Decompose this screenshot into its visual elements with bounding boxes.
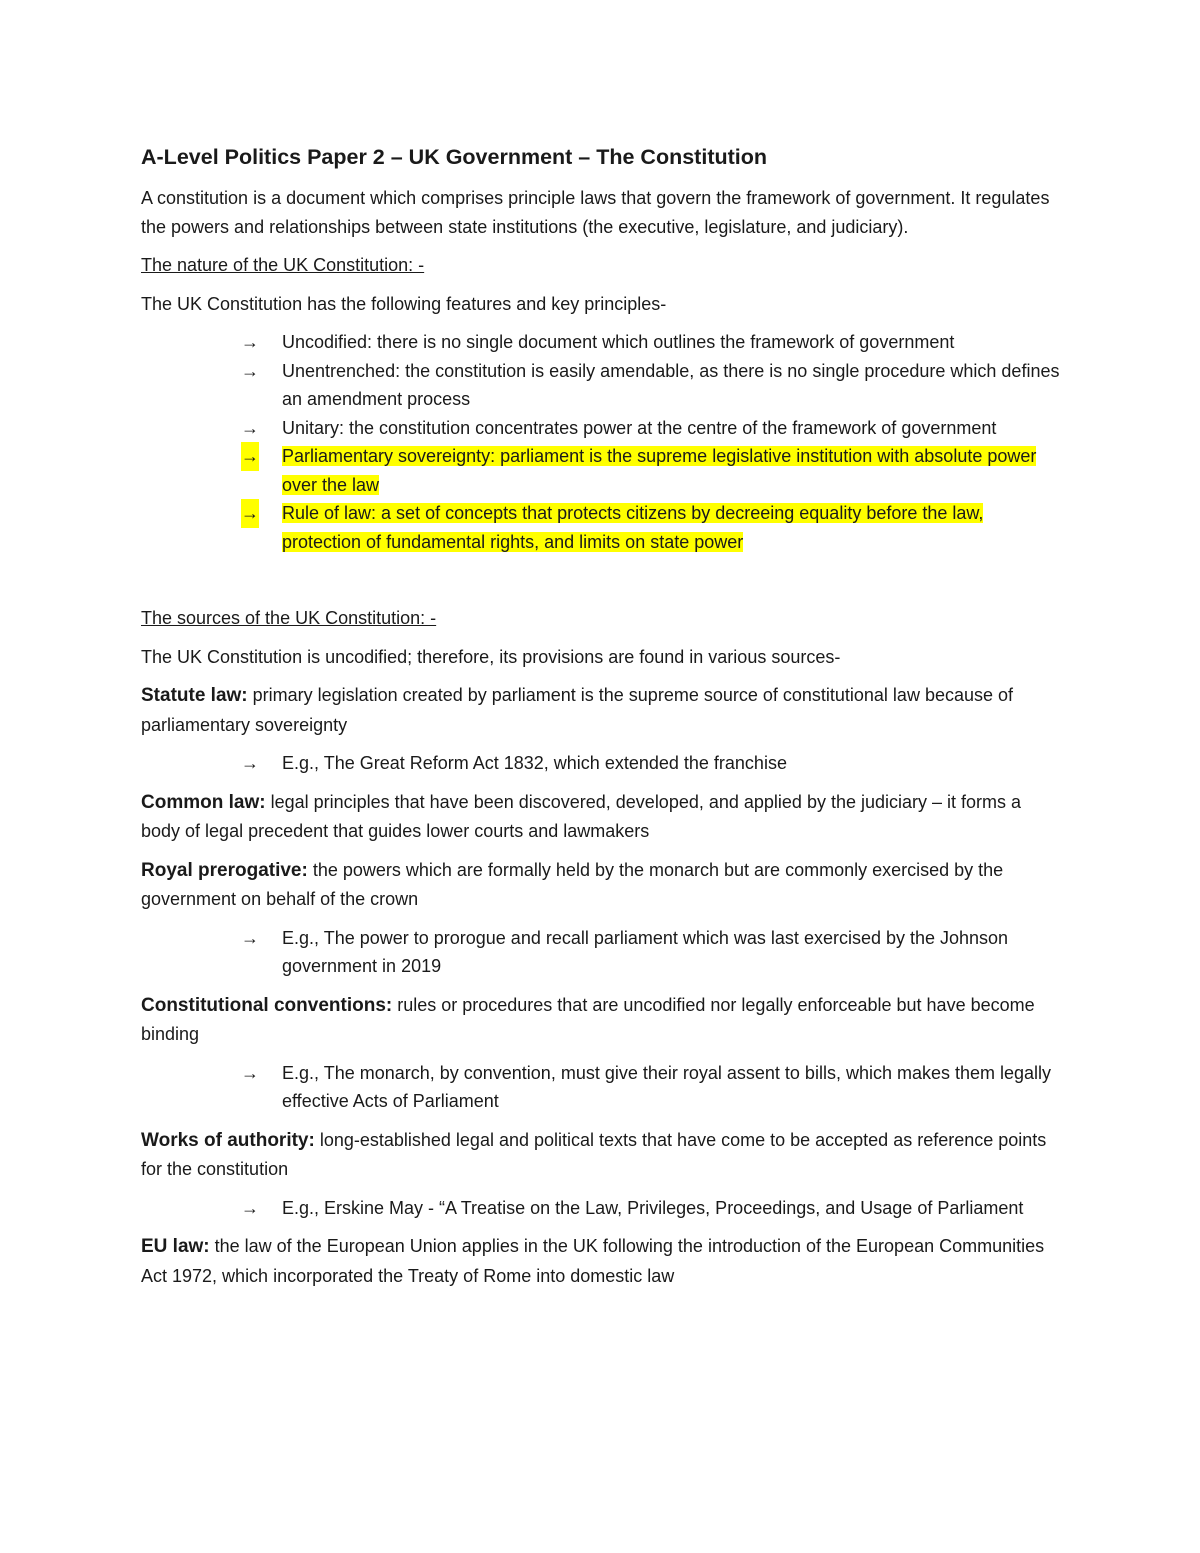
example-item (241, 749, 1061, 778)
source-entry (141, 1232, 1061, 1290)
source-entry (141, 788, 1061, 846)
nature-feature-list (141, 328, 1061, 556)
feature-text: Parliamentary sovereignty: parliament is the supreme legislative institution with absolute power over the law (282, 446, 1037, 495)
source-description: legal principles that have been discovered, developed, and applied by the judiciary – it forms a body of legal precedent that guides lower courts and lawmakers (141, 791, 1022, 841)
source-description: rules or procedures that are uncodified nor legally enforceable but have become binding (141, 994, 1035, 1044)
source-entry (141, 991, 1061, 1049)
source-description: primary legislation created by parliament is the supreme source of constitutional law because of parliamentary sovereignty (141, 685, 1014, 735)
source-description: long-established legal and political texts that have come to be accepted as reference points for the constitution (141, 1129, 1047, 1179)
sources-lead: The UK Constitution is uncodified; therefore, its provisions are found in various sources- (141, 646, 841, 667)
example-list (141, 1194, 1061, 1223)
nature-lead: The UK Constitution has the following features and key principles- (141, 293, 667, 314)
example-text: E.g., The monarch, by convention, must give their royal assent to bills, which makes them legally effective Acts of Parliament (282, 1062, 1052, 1111)
sources-list (141, 681, 1061, 1290)
intro-paragraph: A constitution is a document which comprises principle laws that govern the framework of government. It regulates the powers and relationships between state institutions (the executive, legislature, and judiciary). (141, 188, 1050, 237)
example-list (141, 1059, 1061, 1116)
document-title: A-Level Politics Paper 2 – UK Government – The Constitution (141, 145, 768, 169)
example-item (241, 1059, 1061, 1116)
feature-text: Unentrenched: the constitution is easily amendable, as there is no single procedure which defines an amendment process (282, 360, 1060, 409)
feature-list-item (241, 328, 1061, 357)
arrow-icon: → (241, 499, 259, 528)
source-term: Constitutional conventions: (141, 994, 393, 1016)
arrow-icon: → (241, 927, 259, 948)
source-term: EU law: (141, 1236, 210, 1257)
example-text: E.g., Erskine May - “A Treatise on the Law, Privileges, Proceedings, and Usage of Parliament (282, 1197, 1024, 1218)
example-list (141, 749, 1061, 778)
arrow-icon: → (241, 1197, 259, 1218)
feature-list-item (241, 414, 1061, 443)
arrow-icon: → (241, 360, 259, 381)
example-item (241, 924, 1061, 981)
section-gap (141, 566, 1061, 604)
example-item (241, 1194, 1061, 1223)
feature-list-item (241, 357, 1061, 414)
document-page (141, 140, 1061, 1300)
source-term: Royal prerogative: (141, 859, 308, 881)
feature-text: Rule of law: a set of concepts that protects citizens by decreeing equality before the law, protection of fundamental rights, and limits on state power (282, 503, 984, 552)
arrow-icon: → (241, 1062, 259, 1083)
arrow-icon: → (241, 442, 259, 471)
example-list (141, 924, 1061, 981)
source-entry (141, 856, 1061, 914)
example-text: E.g., The Great Reform Act 1832, which extended the franchise (282, 753, 787, 773)
feature-text: Uncodified: there is no single document which outlines the framework of government (282, 332, 955, 352)
source-description: the law of the European Union applies in the UK following the introduction of the European Communities Act 1972, which incorporated the Treaty of Rome into domestic law (141, 1236, 1045, 1286)
source-term: Statute law: (141, 685, 248, 706)
source-description: the powers which are formally held by the monarch but are commonly exercised by the government on behalf of the crown (141, 859, 1004, 909)
arrow-icon: → (241, 753, 259, 773)
source-entry (141, 681, 1061, 739)
sources-heading: The sources of the UK Constitution: - (141, 608, 437, 628)
arrow-icon: → (241, 332, 259, 352)
source-entry (141, 1126, 1061, 1184)
example-text: E.g., The power to prorogue and recall parliament which was last exercised by the Johnson government in 2019 (282, 927, 1009, 976)
nature-heading: The nature of the UK Constitution: - (141, 255, 425, 275)
feature-list-item (241, 499, 1061, 556)
feature-list-item (241, 442, 1061, 499)
arrow-icon: → (241, 417, 259, 438)
source-term: Works of authority: (141, 1129, 315, 1151)
feature-text: Unitary: the constitution concentrates power at the centre of the framework of government (282, 417, 997, 438)
source-term: Common law: (141, 791, 266, 813)
